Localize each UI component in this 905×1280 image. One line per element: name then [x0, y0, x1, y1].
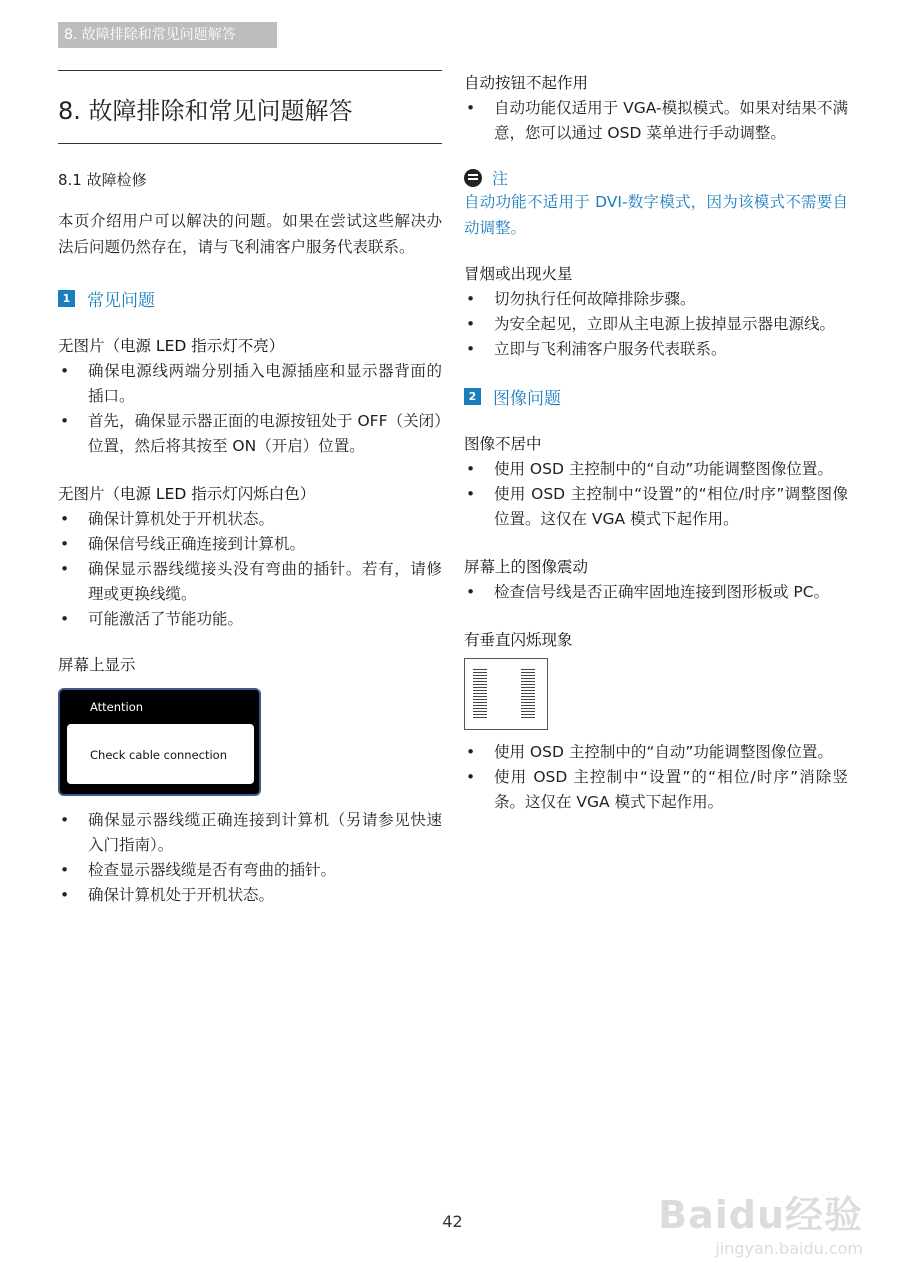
bullet-list	[464, 287, 848, 362]
section-number-badge: 2	[464, 388, 481, 405]
osd-title: Attention	[90, 700, 144, 714]
list-item: • 首先，确保显示器正面的电源按钮处于 OFF（关闭）位置，然后将其按至 ON（开启）位置。	[58, 409, 442, 459]
group-title: 有垂直闪烁现象	[464, 631, 573, 649]
list-item: • 检查信号线是否正确牢固地连接到图形板或 PC。	[464, 580, 848, 605]
flicker-group	[464, 627, 848, 815]
note-label: 注	[492, 169, 509, 188]
not-centered-group	[464, 431, 848, 532]
onscreen-group	[58, 652, 442, 908]
stripe-column	[521, 669, 535, 719]
list-item: • 确保电源线两端分别插入电源插座和显示器背面的插口。	[58, 359, 442, 409]
header-tab: 8. 故障排除和常见问题解答	[58, 22, 277, 48]
group-title: 自动按钮不起作用	[464, 74, 589, 92]
section-intro: 本页介绍用户可以解决的问题。如果在尝试这些解决办法后问题仍然存在，请与飞利浦客户服务代表联系。	[58, 212, 442, 256]
list-item: • 使用 OSD 主控制中的“自动”功能调整图像位置。	[464, 740, 848, 765]
no-image-group-1	[58, 333, 442, 459]
watermark-url: jingyan.baidu.com	[715, 1239, 863, 1258]
watermark	[658, 1184, 863, 1258]
list-item: • 使用 OSD 主控制中“设置”的“相位/时序”消除竖条。这仅在 VGA 模式下起作用。	[464, 765, 848, 815]
auto-button-group	[464, 70, 848, 146]
section-title: 8.1 故障检修	[58, 171, 147, 189]
list-item: • 使用 OSD 主控制中“设置”的“相位/时序”调整图像位置。这仅在 VGA 模式下起作用。	[464, 482, 848, 532]
group-title: 屏幕上显示	[58, 656, 136, 674]
group-title: 屏幕上的图像震动	[464, 558, 589, 576]
flicker-screen-thumbnail	[464, 658, 548, 730]
bullet-list	[58, 507, 442, 632]
group-title: 图像不居中	[464, 435, 542, 453]
note-heading	[464, 166, 848, 189]
list-item: • 立即与飞利浦客户服务代表联系。	[464, 337, 848, 362]
stripe-column	[473, 669, 487, 719]
list-item: • 确保显示器线缆接头没有弯曲的插针。若有，请修理或更换线缆。	[58, 557, 442, 607]
title-rule	[58, 143, 442, 144]
image-problems-title: 图像问题	[493, 389, 561, 409]
list-item: • 自动功能仅适用于 VGA-模拟模式。如果对结果不满意，您可以通过 OSD 菜单进行手动调整。	[464, 96, 848, 146]
left-column	[58, 70, 442, 908]
group-title: 无图片（电源 LED 指示灯不亮）	[58, 337, 285, 355]
smoke-group	[464, 261, 848, 362]
osd-message: Check cable connection	[90, 748, 227, 762]
chapter-title: 8. 故障排除和常见问题解答	[58, 97, 353, 125]
common-problems-heading	[58, 286, 442, 311]
section-number-badge: 1	[58, 290, 75, 307]
note-text: 自动功能不适用于 DVI-数字模式，因为该模式不需要自动调整。	[464, 193, 848, 237]
group-title: 冒烟或出现火星	[464, 265, 573, 283]
bullet-list	[464, 580, 848, 605]
watermark-brand: Baidu经验	[658, 1193, 863, 1237]
osd-dialog-image	[58, 688, 261, 796]
list-item: • 切勿执行任何故障排除步骤。	[464, 287, 848, 312]
list-item: • 检查显示器线缆是否有弯曲的插针。	[58, 858, 442, 883]
page-number: 42	[442, 1212, 463, 1231]
image-problems-heading	[464, 384, 848, 409]
list-item: • 确保计算机处于开机状态。	[58, 883, 442, 908]
bullet-list	[464, 457, 848, 532]
vibration-group	[464, 554, 848, 605]
list-item: • 使用 OSD 主控制中的“自动”功能调整图像位置。	[464, 457, 848, 482]
bullet-list	[58, 359, 442, 459]
group-title: 无图片（电源 LED 指示灯闪烁白色）	[58, 485, 316, 503]
common-problems-title: 常见问题	[87, 291, 155, 311]
list-item: • 确保信号线正确连接到计算机。	[58, 532, 442, 557]
list-item: • 确保计算机处于开机状态。	[58, 507, 442, 532]
top-rule	[58, 70, 442, 71]
list-item: • 确保显示器线缆正确连接到计算机（另请参见快速入门指南）。	[58, 808, 442, 858]
list-item: • 为安全起见，立即从主电源上拔掉显示器电源线。	[464, 312, 848, 337]
no-image-group-2	[58, 481, 442, 632]
note-icon	[464, 169, 482, 187]
bullet-list	[464, 96, 848, 146]
list-item: • 可能激活了节能功能。	[58, 607, 442, 632]
bullet-list	[464, 740, 848, 815]
bullet-list	[58, 808, 442, 908]
right-column	[464, 70, 848, 815]
osd-message-box	[67, 724, 254, 784]
